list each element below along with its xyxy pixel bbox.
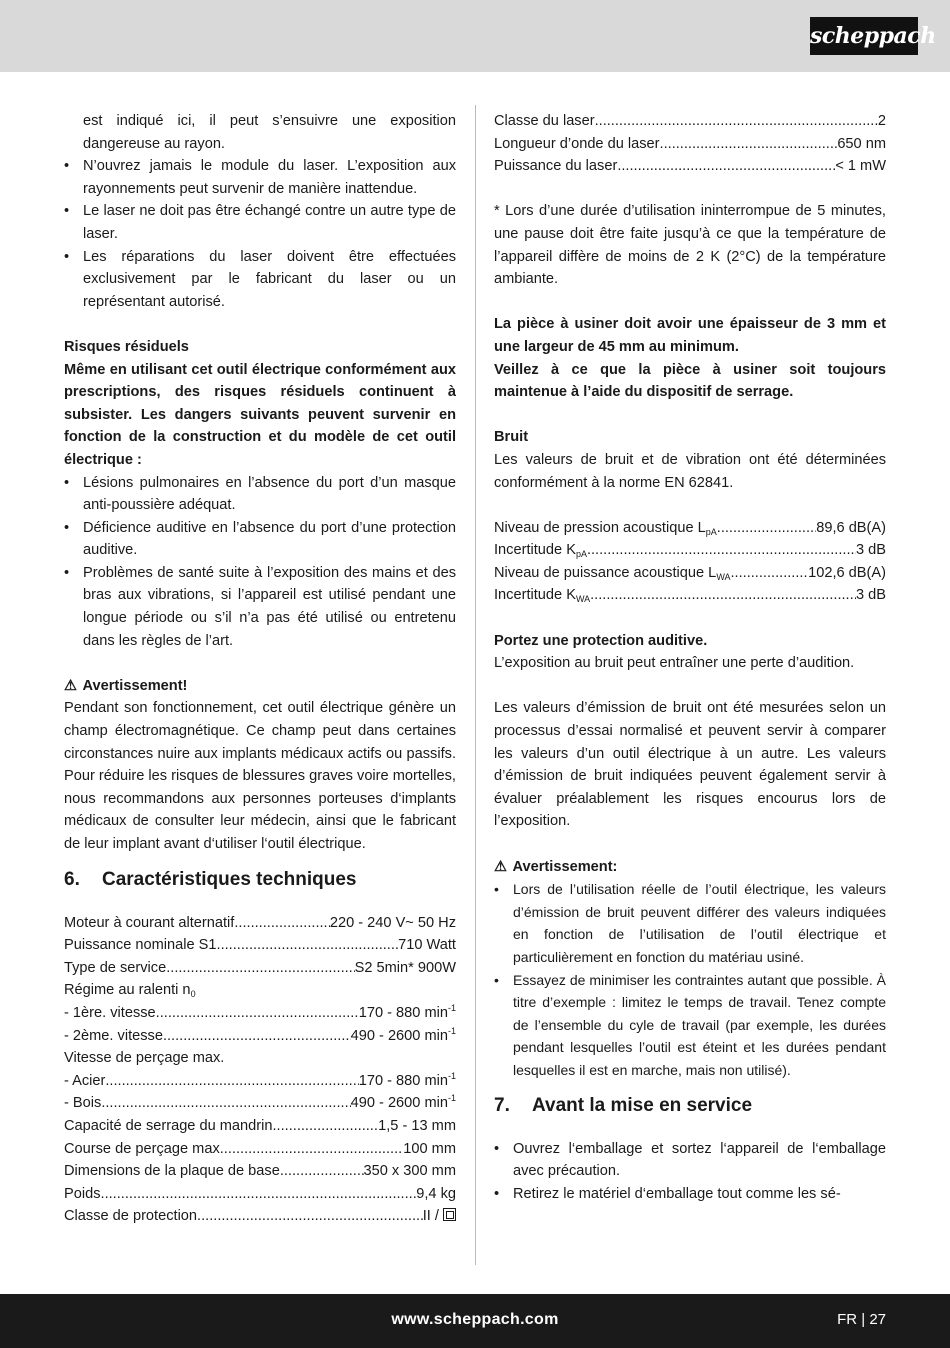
spec-row-weight: Poids ..... 9,4 kg xyxy=(64,1183,456,1206)
laser-spec-power: Puissance du laser ..... < 1 mW xyxy=(494,155,886,178)
list-item: • Déficience auditive en l’absence du port d’une protection auditive. xyxy=(64,517,456,562)
laser-spec-class: Classe du laser ..... 2 xyxy=(494,110,886,133)
header-bar xyxy=(0,0,950,72)
noise-warning-heading: ⚠ Avertissement: xyxy=(494,856,886,879)
noise-row-kpa: Incertitude $K_{pA}$ ..... 3 dB xyxy=(494,539,886,562)
noise-row-lpa: Niveau de pression acoustique $L_{pA}$ ..... 89,6 dB(A) xyxy=(494,517,886,540)
spec-row-chuck: Capacité de serrage du mandrin ..... 1,5 - 13 mm xyxy=(64,1115,456,1138)
list-item: • Essayez de minimiser les contraintes autant que possible. À titre d’exemple : limitez le temps de travail. Tenez compte de l’ensemble du cyle de travail (par exemple, les durées pendant lesquelles l’outil est éteint et les durées pendant lesquelles il est en marche, mais non utilisé). xyxy=(494,969,886,1082)
footer-bar xyxy=(0,1294,950,1348)
page-number: FR | 27 xyxy=(837,1311,886,1328)
noise-row-lwa: Niveau de puissance acoustique $L_{WA}$ ..... 102,6 dB(A) xyxy=(494,562,886,585)
list-item: • Lors de l’utilisation réelle de l’outil électrique, les valeurs d’émission de bruit peuvent différer des valeurs indiquées en fonction de l’utilisation de l’outil électrique et particulièrement en fonction du matériau usiné. xyxy=(494,878,886,968)
emission-text: Les valeurs d’émission de bruit ont été mesurées selon un processus d’essai normalisé et peuvent servir à comparer les valeurs d’un outil électrique à un autre. Les valeurs d’émission de bruit indiquées peuvent également servir à évaluer préalablement les risques encourus lors de l’exposition. xyxy=(494,700,886,830)
list-item: • Ouvrez l‘emballage et sortez l‘appareil de l‘emballage avec précaution. xyxy=(494,1138,886,1183)
warning-triangle-icon: ⚠ xyxy=(64,677,78,694)
spec-idle-label: Régime au ralenti $n_0$ xyxy=(64,982,196,1000)
laser-intro-continuation: est indiqué ici, il peut s’ensuivre une exposition dangereuse au rayon. xyxy=(83,113,456,152)
spec-row-stroke: Course de perçage max ..... 100 mm xyxy=(64,1138,456,1161)
left-column xyxy=(64,110,456,1228)
list-item: • Les réparations du laser doivent être effectuées exclusivement par le fabricant du laser ou un représentant autorisé. xyxy=(64,246,456,314)
right-column xyxy=(494,110,886,1205)
spec-row-service: Type de service ..... S2 5min* 900W xyxy=(64,957,456,980)
warning-heading: ⚠ Avertissement! xyxy=(64,675,456,698)
spec-row-power: Puissance nominale S1 ..... 710 Watt xyxy=(64,934,456,957)
hearing-protection-heading: Portez une protection auditive. xyxy=(494,632,708,649)
list-item: • Le laser ne doit pas être échangé contre un autre type de laser. xyxy=(64,200,456,245)
section-6-heading: 6. Caractéristiques techniques xyxy=(64,868,357,890)
section-7-heading: 7. Avant la mise en service xyxy=(494,1094,753,1116)
spec-drill-label: Vitesse de perçage max. xyxy=(64,1050,225,1067)
spec-row-base: Dimensions de la plaque de base ..... 350 x 300 mm xyxy=(64,1160,456,1183)
workpiece-clamping: Veillez à ce que la pièce à usiner soit toujours maintenue à l’aide du dispositif de serrage. xyxy=(494,361,886,401)
brand-logo: scheppach xyxy=(810,17,918,55)
workpiece-requirement: La pièce à usiner doit avoir une épaisseur de 3 mm et une largeur de 45 mm au minimum. xyxy=(494,316,886,355)
spec-row-steel: - Acier ..... 170 - 880 $\min^{-1}$ xyxy=(64,1070,456,1093)
duty-cycle-note: * Lors d’une durée d’utilisation ininterrompue de 5 minutes, une pause doit être faite jusqu’à ce que la température de l’appareil diffère de moins de 2 K (2°C) de la température ambiante. xyxy=(494,203,886,288)
noise-row-kwa: Incertitude $K_{WA}$ ..... 3 dB xyxy=(494,584,886,607)
spec-row-speed2: - 2ème. vitesse ..... 490 - 2600 $\min^{-1}$ xyxy=(64,1025,456,1048)
residual-risks-text: Même en utilisant cet outil électrique conformément aux prescriptions, des risques résiduels continuent à subsister. Les dangers suivants peuvent survenir en fonction de la construction et du modèle de cet outil électrique : xyxy=(64,361,456,468)
list-item: • Retirez le matériel d‘emballage tout comme les sé- xyxy=(494,1183,886,1206)
column-separator xyxy=(475,105,476,1265)
noise-text: Les valeurs de bruit et de vibration ont été déterminées conformément à la norme EN 62841. xyxy=(494,451,886,491)
list-item: • Problèmes de santé suite à l’exposition des mains et des bras aux vibrations, si l’appareil est utilisé pendant une longue période ou s’il n’a pas été utilisé ou entretenu dans les règles de l’art. xyxy=(64,562,456,652)
warning-text: Pendant son fonctionnement, cet outil électrique génère un champ électromagnétique. Ce champ peut dans certaines circonstances nuire aux implants médicaux actifs ou passifs. Pour réduire les risques de blessures graves voire mortelles, nous recommandons aux personnes porteuses d‘implants médicaux de consulter leur médecin, ainsi que le fabricant de leur implant avant d‘utiliser l‘outil électrique. xyxy=(64,700,456,852)
list-item: • Lésions pulmonaires en l’absence du port d’un masque anti-poussière adéquat. xyxy=(64,472,456,517)
spec-row-motor: Moteur à courant alternatif ..... 220 - 240 V~ 50 Hz xyxy=(64,912,456,935)
hearing-protection-text: L’exposition au bruit peut entraîner une perte d’audition. xyxy=(494,655,855,672)
spec-row-wood: - Bois ..... 490 - 2600 $\min^{-1}$ xyxy=(64,1092,456,1115)
protection-class-ii-icon xyxy=(443,1208,456,1221)
spec-row-protection: Classe de protection ..... II / xyxy=(64,1205,456,1228)
residual-risks-heading: Risques résiduels xyxy=(64,338,189,355)
footer-url: www.scheppach.com xyxy=(391,1311,559,1328)
warning-triangle-icon: ⚠ xyxy=(494,858,508,875)
noise-heading: Bruit xyxy=(494,429,529,446)
list-item: • N’ouvrez jamais le module du laser. L’exposition aux rayonnements peut survenir de manière inattendue. xyxy=(64,155,456,200)
laser-spec-wavelength: Longueur d’onde du laser ..... 650 nm xyxy=(494,133,886,156)
spec-row-speed1: - 1ère. vitesse ..... 170 - 880 $\min^{-1}$ xyxy=(64,1002,456,1025)
